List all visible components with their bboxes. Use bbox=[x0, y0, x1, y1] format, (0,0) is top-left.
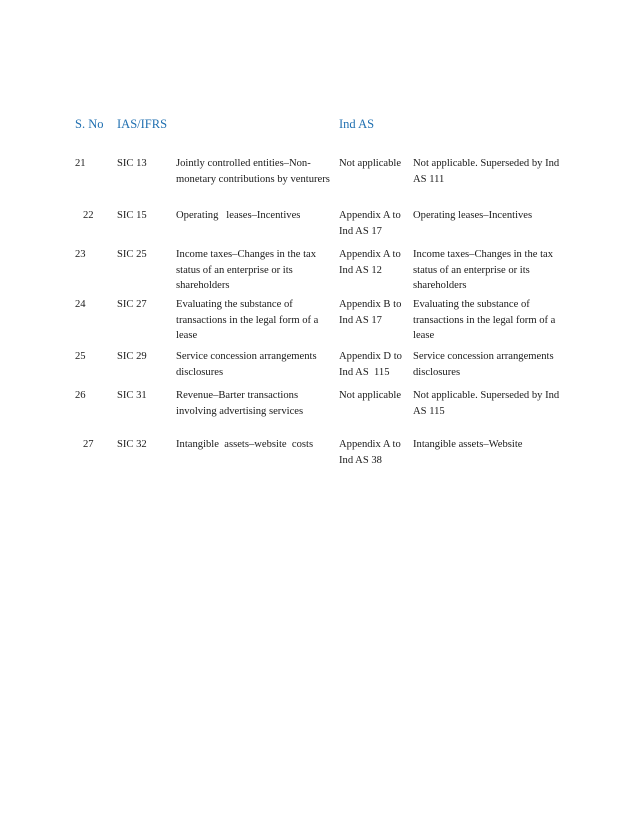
table-header bbox=[0, 117, 638, 137]
row-description: Not applicable. Superseded by Ind AS 111 bbox=[413, 158, 560, 185]
row-ind-as: Appendix A to Ind AS 38 bbox=[339, 439, 401, 466]
row-ind-as: Appendix B to Ind AS 17 bbox=[339, 299, 402, 326]
row-title: Service concession arrangements disclosures bbox=[176, 351, 317, 378]
row-ias: SIC 25 bbox=[117, 249, 147, 260]
row-sno: 21 bbox=[75, 158, 86, 169]
row-sno: 25 bbox=[75, 351, 86, 362]
row-description: Income taxes–Changes in the tax status of an enterprise or its shareholders bbox=[413, 249, 554, 291]
row-sno: 22 bbox=[83, 210, 94, 221]
row-ind-as: Not applicable bbox=[339, 390, 402, 401]
row-description: Not applicable. Superseded by Ind AS 115 bbox=[413, 390, 560, 417]
header-ias-ifrs: IAS/IFRS bbox=[117, 117, 168, 131]
header-sno: S. No bbox=[75, 117, 104, 131]
row-sno: 24 bbox=[75, 299, 86, 310]
row-title: Jointly controlled entities–Non-monetary contributions by venturers bbox=[176, 158, 330, 185]
row-ias: SIC 29 bbox=[117, 351, 147, 362]
row-description: Service concession arrangements disclosures bbox=[413, 351, 554, 378]
row-sno: 27 bbox=[83, 439, 94, 450]
row-ias: SIC 15 bbox=[117, 210, 147, 221]
row-ind-as: Appendix A to Ind AS 17 bbox=[339, 210, 401, 237]
row-title: Operating leases–Incentives bbox=[176, 210, 301, 221]
row-ind-as: Appendix A to Ind AS 12 bbox=[339, 249, 401, 276]
row-ias: SIC 27 bbox=[117, 299, 147, 310]
row-ind-as: Not applicable bbox=[339, 158, 402, 169]
row-description: Operating leases–Incentives bbox=[413, 210, 533, 221]
row-ind-as: Appendix D to Ind AS 115 bbox=[339, 351, 405, 378]
row-sno: 26 bbox=[75, 390, 86, 401]
header-ind-as: Ind AS bbox=[339, 117, 375, 131]
row-title: Intangible assets–website costs bbox=[176, 439, 314, 450]
row-title: Revenue–Barter transactions involving advertising services bbox=[176, 390, 304, 417]
row-title: Evaluating the substance of transactions in the legal form of a lease bbox=[176, 299, 319, 341]
row-description: Evaluating the substance of transactions in the legal form of a lease bbox=[413, 299, 556, 341]
row-title: Income taxes–Changes in the tax status of an enterprise or its shareholders bbox=[176, 249, 317, 291]
row-ias: SIC 32 bbox=[117, 439, 147, 450]
row-ias: SIC 13 bbox=[117, 158, 147, 169]
row-description: Intangible assets–Website bbox=[413, 439, 523, 450]
row-sno: 23 bbox=[75, 249, 86, 260]
row-ias: SIC 31 bbox=[117, 390, 147, 401]
